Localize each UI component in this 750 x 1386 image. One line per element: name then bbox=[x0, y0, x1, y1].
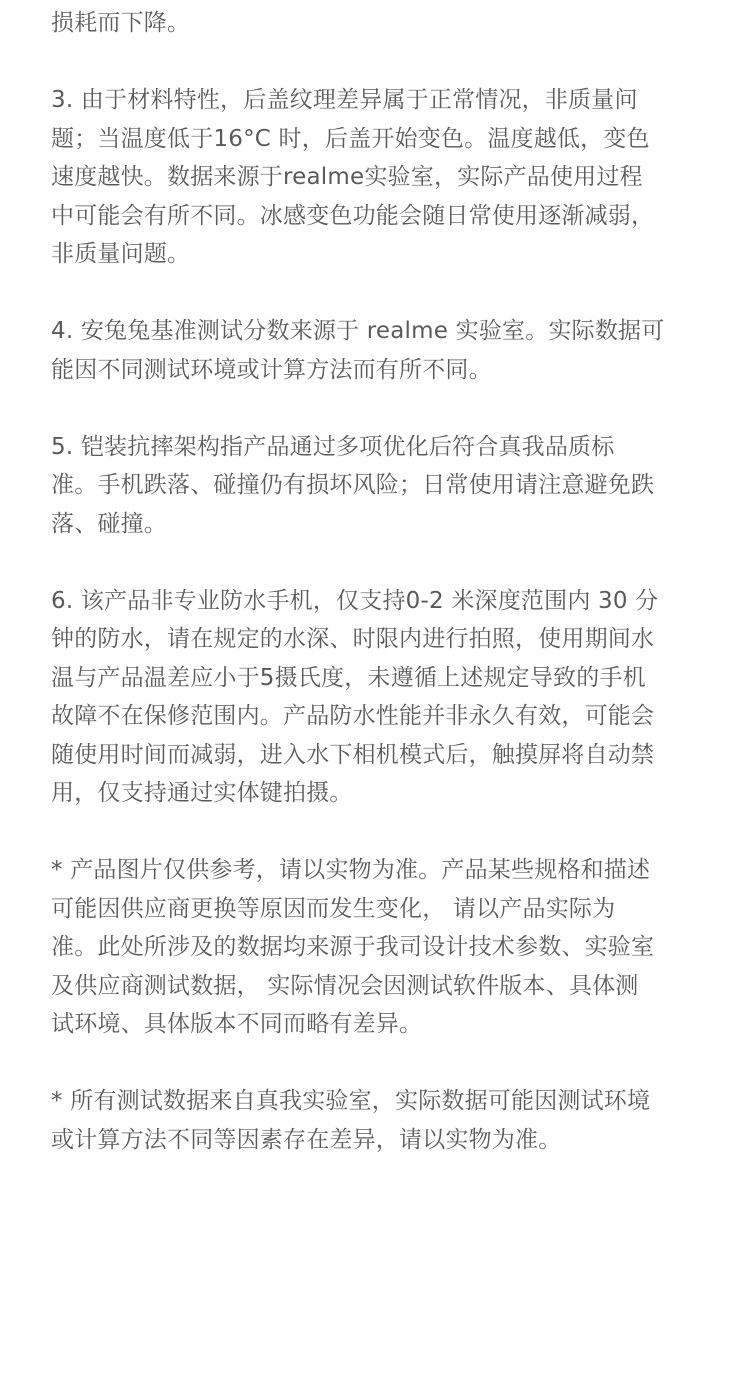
note-test-data bbox=[51, 1082, 705, 1159]
note-line: 故障不在保修范围内。产品防水性能并非永久有效，可能会 bbox=[51, 703, 655, 729]
paragraph-gap bbox=[51, 543, 705, 582]
note-line: 6. 该产品非专业防水手机，仅支持0-2 米深度范围内 30 分 bbox=[51, 587, 659, 614]
note-line: 及供应商测试数据， 实际情况会因测试软件版本、具体测 bbox=[51, 972, 639, 999]
note-line: 或计算方法不同等因素存在差异，请以实物为准。 bbox=[51, 1126, 562, 1153]
paragraph-gap bbox=[51, 813, 705, 852]
note-6-waterproof bbox=[51, 582, 705, 813]
note-line: 可能因供应商更换等原因而发生变化， 请以产品实际为 bbox=[51, 895, 616, 922]
note-product-images bbox=[51, 851, 705, 1044]
note-line: * 产品图片仅供参考，请以实物为准。产品某些规格和描述 bbox=[51, 857, 651, 883]
note-4-antutu bbox=[51, 312, 705, 389]
note-line: 随使用时间而减弱，进入水下相机模式后，触摸屏将自动禁 bbox=[51, 741, 655, 768]
note-continuation bbox=[51, 4, 705, 43]
note-line: 3. 由于材料特性，后盖纹理差异属于正常情况，非质量问 bbox=[51, 87, 638, 113]
note-line: 非质量问题。 bbox=[51, 241, 191, 267]
paragraph-gap bbox=[51, 274, 705, 313]
note-line: 准。此处所涉及的数据均来源于我司设计技术参数、实验室 bbox=[51, 934, 655, 960]
note-line: 准。手机跌落、碰撞仍有损坏风险；日常使用请注意避免跌 bbox=[51, 472, 655, 498]
paragraph-gap bbox=[51, 43, 705, 82]
note-line: 损耗而下降。 bbox=[51, 10, 191, 36]
note-line: 中可能会有所不同。冰感变色功能会随日常使用逐渐减弱， bbox=[51, 202, 655, 229]
note-line: 温与产品温差应小于5摄氏度，未遵循上述规定导致的手机 bbox=[51, 664, 646, 691]
paragraph-gap bbox=[51, 389, 705, 428]
note-line: 能因不同测试环境或计算方法而有所不同。 bbox=[51, 356, 492, 383]
note-line: 题；当温度低于16°C 时，后盖开始变色。温度越低，变色 bbox=[51, 125, 650, 152]
disclaimer-notes bbox=[51, 4, 705, 1159]
paragraph-gap bbox=[51, 1044, 705, 1083]
note-line: * 所有测试数据来自真我实验室，实际数据可能因测试环境 bbox=[51, 1088, 651, 1114]
note-line: 落、碰撞。 bbox=[51, 510, 167, 537]
note-3-back-cover bbox=[51, 81, 705, 274]
note-line: 用，仅支持通过实体键拍摄。 bbox=[51, 780, 353, 806]
note-5-drop-resistance bbox=[51, 428, 705, 544]
note-line: 5. 铠装抗摔架构指产品通过多项优化后符合真我品质标 bbox=[51, 433, 615, 460]
note-line: 试环境、具体版本不同而略有差异。 bbox=[51, 1011, 423, 1037]
note-line: 钟的防水，请在规定的水深、时限内进行拍照，使用期间水 bbox=[51, 626, 655, 652]
note-line: 速度越快。数据来源于realme实验室，实际产品使用过程 bbox=[51, 164, 643, 190]
note-line: 4. 安兔兔基准测试分数来源于 realme 实验室。实际数据可 bbox=[51, 318, 665, 344]
